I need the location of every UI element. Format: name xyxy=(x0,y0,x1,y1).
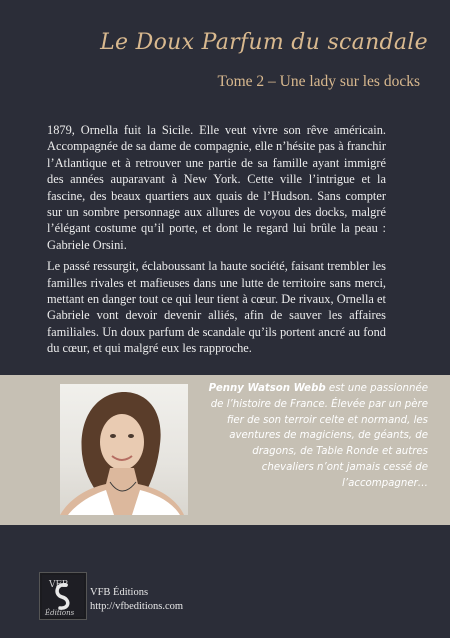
author-portrait-illustration xyxy=(60,384,188,515)
blurb-paragraph: Le passé ressurgit, éclaboussant la haute société, faisant trembler les familles rivales et mafieuses dans une lutte de territoire sans merci, mettant en danger tout ce qui leur tient à cœur. De rivaux, Ornella et Gabriele vont devoir devenir alliés, afin de sauver les affaires familiales. Un doux parfum de scandale qu’ils portent ancré au fond du cœur, et qui malgré eux les rapproche. xyxy=(47,259,386,356)
blurb-paragraph: 1879, Ornella fuit la Sicile. Elle veut vivre son rêve américain. Accompagnée de sa dame de compagnie, elle n’hésite pas à franchir l’Atlantique et à retrouver une partie de sa famille ayant immigré des années auparavant à New York. Cette ville l’intrigue et la fascine, des beaux quartiers aux quais de l’Hudson. Sans compter sur un sombre personnage aux allures de voyou des docks, malgré l’élégant costume qu’il porte, et dont le regard lui brûle la peau : Gabriele Orsini. xyxy=(47,123,386,252)
back-cover-blurb xyxy=(47,122,386,362)
book-title: Le Doux Parfum du scandale xyxy=(100,30,428,55)
svg-text:VFB: VFB xyxy=(49,580,69,590)
author-bio-text: est une passionnée de l’histoire de France. Élevée par un père fier de son terroir celte et normand, les aventures de magiciens, de géants, de dragons, de Table Ronde et autres chevaliers n’ont jamais cessé de l’accompagner… xyxy=(210,383,428,489)
author-section xyxy=(0,375,450,525)
author-photo xyxy=(60,384,188,515)
author-name: Penny Watson Webb xyxy=(208,383,326,394)
author-bio xyxy=(198,381,428,492)
publisher-logo xyxy=(39,572,87,620)
publisher-name: VFB Éditions xyxy=(90,587,149,598)
book-subtitle: Tome 2 – Une lady sur les docks xyxy=(217,73,420,90)
svg-text:Éditions: Éditions xyxy=(45,609,75,617)
publisher-logo-emblem xyxy=(40,573,86,619)
publisher-url[interactable]: http://vfbeditions.com xyxy=(90,601,184,612)
